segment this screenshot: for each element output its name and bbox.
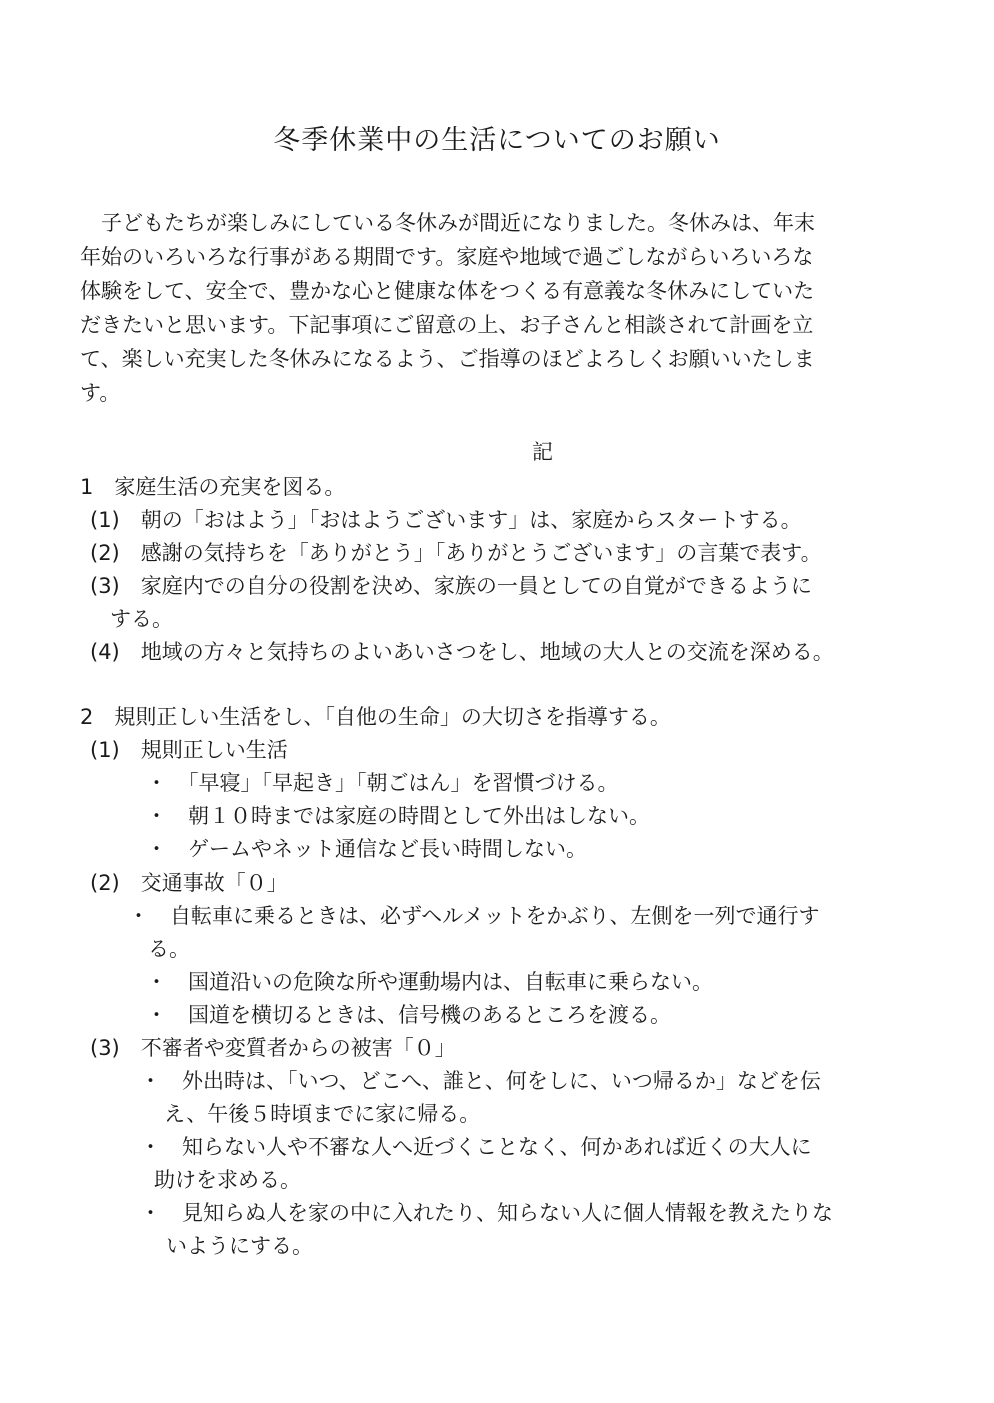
intro-line: 子どもたちが楽しみにしている冬休みが間近になりました。冬休みは、年末 bbox=[80, 211, 815, 235]
intro-paragraph bbox=[80, 206, 910, 410]
bullet-item-cont: 助けを求める。 bbox=[154, 1168, 301, 1192]
bullet-item: ・ 見知らぬ人を家の中に入れたり、知らない人に個人情報を教えたりな bbox=[140, 1201, 833, 1225]
section1-item-cont: する。 bbox=[110, 607, 173, 631]
section1-item: (2) 感謝の気持ちを「ありがとう」「ありがとうございます」の言葉で表す。 bbox=[90, 541, 822, 565]
section1-item: (4) 地域の方々と気持ちのよいあいさつをし、地域の大人との交流を深める。 bbox=[90, 640, 834, 664]
intro-line: て、楽しい充実した冬休みになるよう、ご指導のほどよろしくお願いいたしま bbox=[80, 347, 815, 371]
section2-sub3-heading: (3) 不審者や変質者からの被害「０」 bbox=[90, 1036, 456, 1060]
document-title: 冬季休業中の生活についてのお願い bbox=[273, 125, 721, 156]
bullet-item-cont: いようにする。 bbox=[166, 1234, 313, 1258]
bullet-item-cont: え、午後５時頃までに家に帰る。 bbox=[164, 1102, 481, 1126]
bullet-item: ・ 国道沿いの危険な所や運動場内は、自転車に乗らない。 bbox=[146, 970, 713, 994]
section1-heading: 1 家庭生活の充実を図る。 bbox=[80, 475, 346, 499]
bullet-item: ・ 朝１０時までは家庭の時間として外出はしない。 bbox=[146, 804, 650, 828]
section2-heading: 2 規則正しい生活をし、「自他の生命」の大切さを指導する。 bbox=[80, 705, 671, 729]
section2-sub2-heading: (2) 交通事故「０」 bbox=[90, 871, 288, 895]
bullet-item: ・ 自転車に乗るときは、必ずヘルメットをかぶり、左側を一列で通行す bbox=[128, 904, 820, 928]
ki-heading: 記 bbox=[532, 440, 553, 464]
bullet-item: ・ 国道を横切るときは、信号機のあるところを渡る。 bbox=[146, 1003, 671, 1027]
intro-line: す。 bbox=[80, 381, 121, 405]
intro-line: 年始のいろいろな行事がある期間です。家庭や地域で過ごしながらいろいろな bbox=[80, 245, 814, 269]
bullet-item: ・ 「早寝」「早起き」「朝ごはん」を習慣づける。 bbox=[146, 771, 619, 795]
intro-line: だきたいと思います。下記事項にご留意の上、お子さんと相談されて計画を立 bbox=[80, 313, 814, 337]
section1-item: (3) 家庭内での自分の役割を決め、家族の一員としての自覚ができるように bbox=[90, 574, 812, 598]
section2-sub1-heading: (1) 規則正しい生活 bbox=[90, 738, 288, 762]
bullet-item: ・ ゲームやネット通信など長い時間しない。 bbox=[146, 837, 587, 861]
section1-item: (1) 朝の「おはよう」「おはようございます」は、家庭からスタートする。 bbox=[90, 508, 802, 532]
bullet-item: ・ 外出時は、「いつ、どこへ、誰と、何をしに、いつ帰るか」などを伝 bbox=[140, 1069, 821, 1093]
bullet-item: ・ 知らない人や不審な人へ近づくことなく、何かあれば近くの大人に bbox=[140, 1135, 812, 1159]
bullet-item-cont: る。 bbox=[148, 937, 190, 961]
intro-line: 体験をして、安全で、豊かな心と健康な体をつくる有意義な冬休みにしていた bbox=[80, 279, 815, 303]
